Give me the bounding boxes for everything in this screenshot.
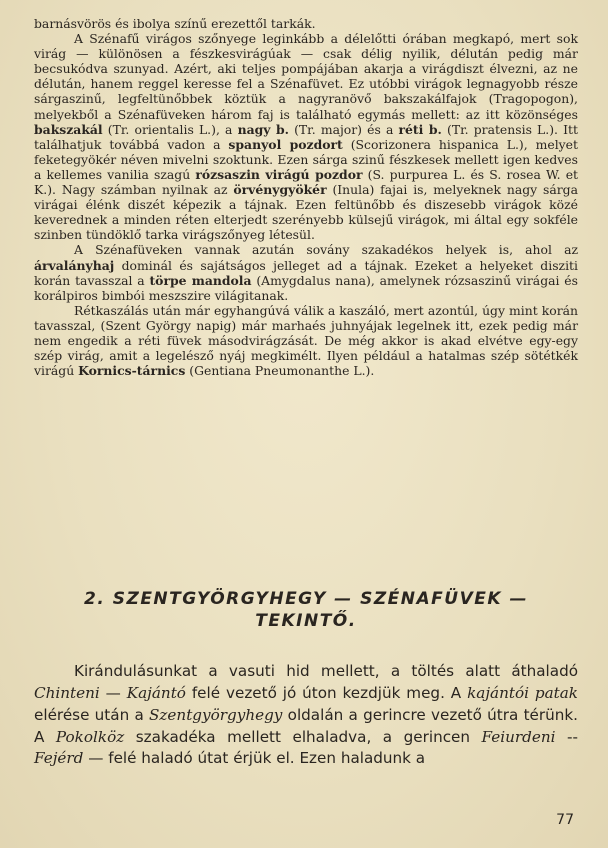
bold-term: réti b. <box>398 121 442 137</box>
bold-term: bakszakál <box>34 121 103 137</box>
page-number: 77 <box>556 812 574 828</box>
bold-term: nagy b. <box>237 121 289 137</box>
bold-term: örvénygyökér <box>233 182 327 198</box>
bold-term: törpe mandola <box>149 272 252 288</box>
italic-place-name: Pokolköz <box>55 727 125 746</box>
text-run: dominál és sajátságos jelleget ad a tájnak. Ezeket a helyeket disziti korán tavasszal a <box>34 257 578 288</box>
bold-term: spanyol pozdort <box>228 136 343 152</box>
text-run: (Tr. pratensis L.). Itt találhatjuk továbbá vadon a <box>34 121 578 152</box>
text-run: (Inula) fajai is, melyeknek nagy sárga virágai élénk diszét képezik a tájnak. Ezen feltünőbb és diszesebb virágok közé keverednek a minden réten elterjedt szerényebb külsejű virágok, mi által egy sokféle szinben tündöklő tarka virágszőnyeg létesül. <box>34 182 578 243</box>
text-run: A Szénafű virágos szőnyege leginkább a délelőtti órában megkapó, mert sok virág — különösen a fészkesvirágúak — csak délig nyilik, délután pedig már becsukódva szunyad. Azért, aki teljes pompájában akarja a virágdiszt élvezni, az ne délután, hanem reggel keresse fel a Szénafüvet. Ez utóbbi virágok legnagyobb része sárgaszinű, legfeltünőbbek köztük a nagyranövő bakszakálfajok (Tragopogon), melyekből a Szénafüveken három faj is található egymás mellett: az itt közönséges <box>34 31 578 122</box>
text-run: — felé haladó útat érjük el. Ezen haladunk a <box>83 749 426 768</box>
italic-place-name: Fejérd <box>34 749 84 768</box>
text-run: — <box>99 683 127 702</box>
text-run: elérése után a <box>34 705 150 724</box>
italic-place-name: Chinteni <box>34 683 100 702</box>
paragraph-szenafu-flowers <box>34 31 578 242</box>
italic-place-name: Szentgyörgyhegy <box>149 705 283 724</box>
text-run: felé vezető jó úton kezdjük meg. A <box>185 683 468 702</box>
section-heading-line-1: 2. SZENTGYÖRGYHEGY — SZÉNAFÜVEK — <box>84 589 528 609</box>
paragraph-kirandulas <box>34 661 578 770</box>
paragraph-retkaszalas <box>34 303 578 378</box>
bold-term: árvalányhaj <box>34 257 115 273</box>
text-run: (S. purpurea L. és S. rosea W. et K.). Nagy számban nyilnak az <box>34 166 579 198</box>
text-run: (Tr. major) és a <box>288 121 399 137</box>
text-run: (Tr. orientalis L.), a <box>102 121 238 137</box>
paragraph-intro-line: barnásvörös és ibolya színű erezettől tarkák. <box>34 16 316 31</box>
text-run: (Scorizonera hispanica L.), melyet feketegyökér néven mivelni szoktunk. Ezen sárga szinű fészkesek mellett igen kedves a kellemes vanilia szagú <box>34 136 578 182</box>
section-heading <box>34 588 578 632</box>
italic-place-name: kajántói patak <box>467 683 578 702</box>
bold-term: rózsaszin virágú pozdor <box>195 166 363 182</box>
text-run: A Szénafüveken vannak azután sovány szakadékos helyek is, ahol az <box>74 242 578 258</box>
section-heading-line-2: TEKINTŐ. <box>255 611 357 631</box>
text-run: Rétkaszálás után már egyhangúvá válik a kaszáló, mert azontúl, úgy mint korán tavasszal, (Szent György napig) már marhaés juhnyájak legelnek itt, ezek pedig már nem engedik a réti füvek másodvirágzását. De még akkor is akad elvétve egy-egy szép virág, amit a legelésző nyáj megkimélt. Ilyen például a hatalmas szép sötétkék virágú <box>34 302 578 379</box>
text-run: -- <box>555 727 578 746</box>
paragraph-arvalanyhaj <box>34 242 578 302</box>
text-run: oldalán a gerincre vezető útra térünk. A <box>34 705 578 746</box>
bold-term: Kornics-tárnics <box>78 363 186 379</box>
italic-place-name: Feiurdeni <box>481 727 556 746</box>
text-run: (Gentiana Pneumonanthe L.). <box>185 363 375 379</box>
italic-place-name: Kajántó <box>126 683 186 702</box>
text-block-top <box>34 16 578 378</box>
text-run: szakadéka mellett elhaladva, a gerincen <box>124 727 482 746</box>
text-run: (Amygdalus nana), amelynek rózsaszinű virágai és korálpiros bimbói meszszire világitanak. <box>34 272 578 303</box>
text-run: Kirándulásunkat a vasuti hid mellett, a töltés alatt áthaladó <box>74 662 578 681</box>
